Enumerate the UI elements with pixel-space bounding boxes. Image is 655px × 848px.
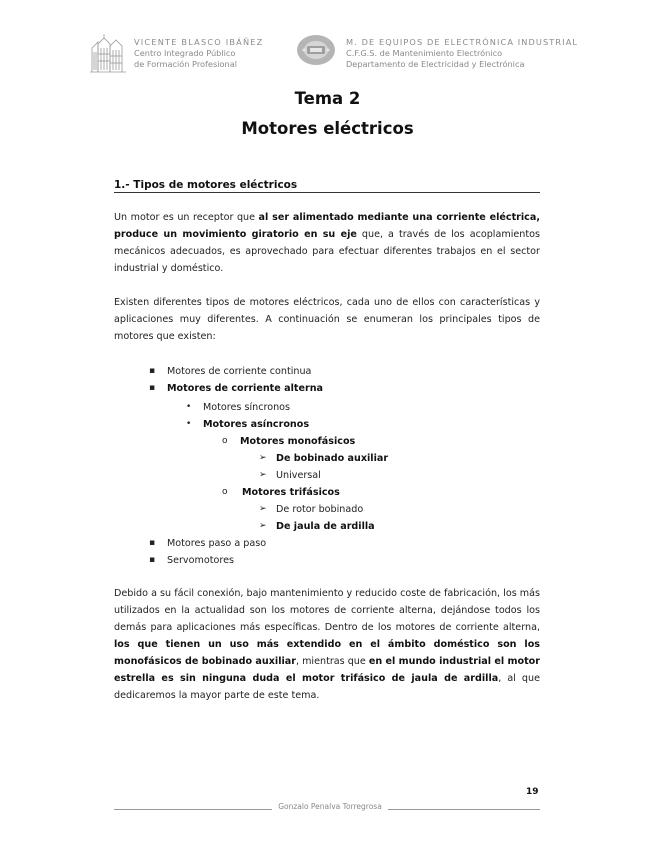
list-item: Universal [276, 470, 321, 481]
list-item: Motores trifásicos [242, 487, 340, 498]
square-bullet-icon: ▪ [149, 555, 156, 565]
paragraph-bold-text: los que tienen un uso más extendido en el ámbito doméstico son los monofásicos de bobinado auxiliar [114, 639, 540, 667]
school-name: VICENTE BLASCO IBÁÑEZ [134, 37, 264, 47]
list-item: Motores de corriente continua [167, 366, 312, 377]
program-name: M. DE EQUIPOS DE ELECTRÓNICA INDUSTRIAL [346, 37, 579, 47]
circle-bullet-icon: o [222, 436, 228, 446]
section-heading: 1.- Tipos de motores eléctricos [114, 179, 540, 193]
list-item: Motores de corriente alterna [167, 383, 324, 394]
paragraph-intro [114, 209, 540, 277]
footer-divider [114, 809, 272, 810]
department-name: Departamento de Electricidad y Electrónica [346, 59, 525, 69]
square-bullet-icon: ▪ [149, 383, 156, 393]
paragraph-bold-text: en el mundo industrial el motor estrella es sin ninguna duda el motor trifásico de jaula de ardilla [114, 656, 540, 684]
list-item: Motores monofásicos [240, 436, 356, 447]
page-number: 19 [526, 787, 539, 797]
program-cycle: C.F.G.S. de Mantenimiento Electrónico [346, 48, 503, 58]
circle-bullet-icon: o [222, 487, 228, 497]
chapter-title: Motores eléctricos [241, 119, 414, 138]
list-item: Motores paso a paso [167, 538, 267, 549]
paragraph-types: Existen diferentes tipos de motores eléctricos, cada uno de ellos con características y aplicaciones muy diferentes. A continuación se enumeran los principales tipos de motores que existen: [114, 297, 540, 342]
arrow-bullet-icon: ➢ [259, 521, 267, 531]
paragraph-text: , al que dedicaremos la mayor parte de este tema. [114, 673, 540, 701]
chapter-number: Tema 2 [294, 89, 361, 108]
paragraph-text: que, a través de los acoplamientos mecánicos adecuados, es aprovechado para efectuar diferentes trabajos en el sector industrial y doméstico. [114, 229, 540, 274]
header-right-text [346, 37, 578, 70]
dot-bullet-icon: • [186, 419, 192, 429]
dot-bullet-icon: • [186, 402, 192, 412]
paragraph-conclusion [114, 585, 540, 704]
arrow-bullet-icon: ➢ [259, 504, 267, 514]
list-item: Motores síncronos [203, 402, 291, 413]
list-item: De bobinado auxiliar [276, 453, 389, 464]
footer-author: Gonzalo Penalva Torregrosa [278, 802, 382, 811]
school-logo-icon [88, 34, 128, 74]
header-left-text [134, 37, 263, 70]
square-bullet-icon: ▪ [149, 538, 156, 548]
paragraph-text: , mientras que [295, 656, 369, 667]
list-item: De jaula de ardilla [276, 521, 375, 532]
department-logo-icon [296, 34, 340, 66]
paragraph-text: Un motor es un receptor que [114, 212, 259, 223]
school-type-2: de Formación Profesional [134, 59, 237, 69]
list-item: Motores asíncronos [203, 419, 310, 430]
arrow-bullet-icon: ➢ [259, 453, 267, 463]
paragraph-bold-text: al ser alimentado mediante una corriente eléctrica, produce un movimiento giratorio en su eje [114, 212, 540, 240]
list-item: De rotor bobinado [276, 504, 364, 515]
paragraph-text: Debido a su fácil conexión, bajo mantenimiento y reducido coste de fabricación, los más utilizados en la actualidad son los motores de corriente alterna, dejándose todos los demás para aplicaciones más específicas. Dentro de los motores de corriente alterna, [114, 588, 540, 633]
arrow-bullet-icon: ➢ [259, 470, 267, 480]
list-item: Servomotores [167, 555, 234, 566]
school-type: Centro Integrado Público [134, 48, 236, 58]
footer-divider [388, 809, 540, 810]
square-bullet-icon: ▪ [149, 366, 156, 376]
